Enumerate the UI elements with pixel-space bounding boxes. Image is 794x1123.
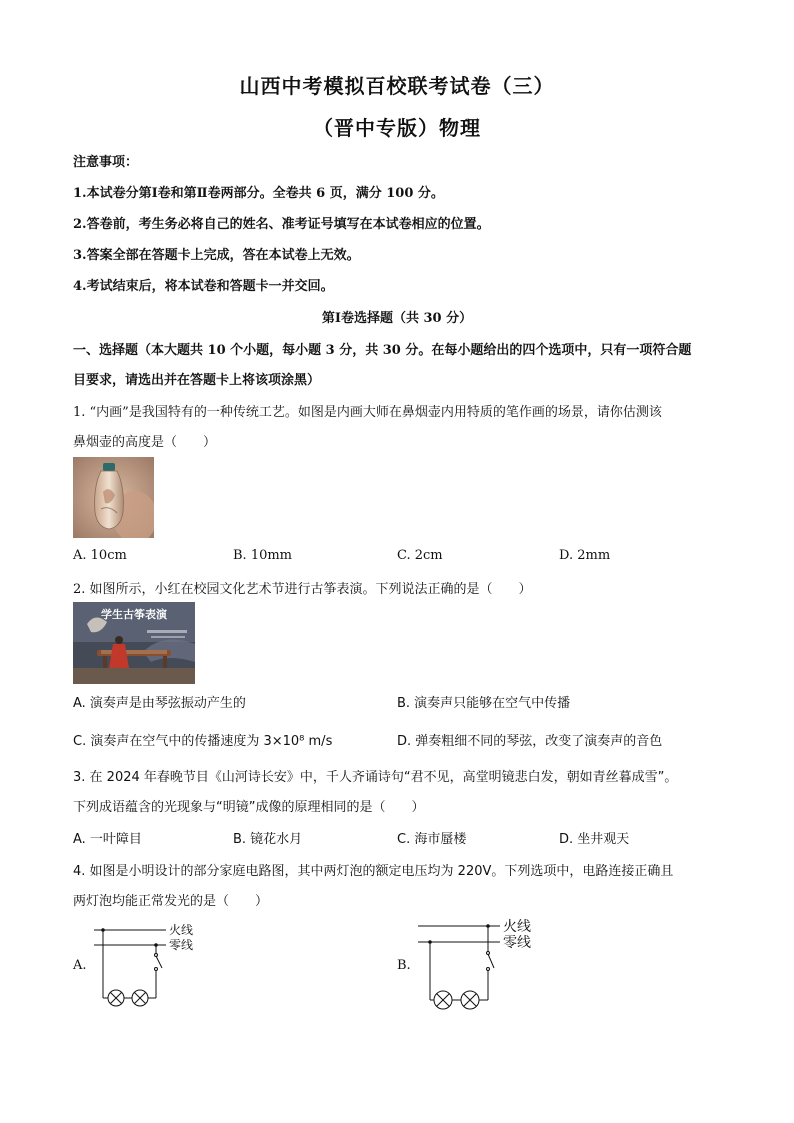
option-b: B.: [397, 958, 411, 973]
option-c: C. 2cm: [397, 548, 443, 563]
section-heading: 第Ⅰ卷选择题（共 30 分）: [321, 311, 473, 326]
question-1-stem: 鼻烟壶的高度是（ ）: [73, 435, 217, 450]
guzheng-photo: [73, 602, 195, 684]
note-item: 3.答案全部在答题卡上完成，答在本试卷上无效。: [73, 248, 360, 263]
question-4-stem: 4. 如图是小明设计的部分家庭电路图，其中两灯泡的额定电压均为 220V。下列选项中，电路连接正确且: [73, 864, 674, 879]
question-4-stem: 两灯泡均能正常发光的是（ ）: [73, 894, 269, 909]
bulb-icon: [132, 990, 148, 1006]
section-instruction: 一、选择题（本大题共 10 个小题，每小题 3 分，共 30 分。在每小题给出的四个选项中，只有一项符合题: [73, 343, 692, 358]
option-c: C. 海市蜃楼: [397, 832, 467, 847]
circuit-diagram-a: [88, 918, 218, 1018]
option-d: D. 弹奏粗细不同的琴弦，改变了演奏声的音色: [397, 734, 663, 749]
option-a: A. 一叶障目: [73, 832, 142, 847]
live-wire-label: 火线: [503, 919, 531, 935]
circuit-diagram-b: [414, 912, 554, 1022]
bulb-icon: [434, 991, 452, 1009]
option-a: A. 10cm: [73, 548, 127, 563]
neutral-wire-label: 零线: [503, 935, 531, 951]
question-3-stem: 下列成语蕴含的光现象与“明镜”成像的原理相同的是（ ）: [73, 800, 425, 815]
photo-banner-text: 学生古筝表演: [101, 608, 167, 621]
option-a: A.: [73, 958, 87, 973]
option-b: B. 演奏声只能够在空气中传播: [397, 696, 571, 711]
note-item: 4.考试结束后，将本试卷和答题卡一并交回。: [73, 279, 334, 294]
neutral-wire-label: 零线: [169, 938, 194, 952]
snuff-bottle-photo: [73, 457, 154, 538]
option-d: D. 坐井观天: [559, 832, 630, 847]
option-a: A. 演奏声是由琴弦振动产生的: [73, 696, 246, 711]
page-title: 山西中考模拟百校联考试卷（三）: [239, 74, 555, 98]
option-b: B. 镜花水月: [233, 832, 303, 847]
bulb-icon: [108, 990, 124, 1006]
question-2-stem: 2. 如图所示，小红在校园文化艺术节进行古筝表演。下列说法正确的是（ ）: [73, 582, 532, 597]
question-1-stem: 1. “内画”是我国特有的一种传统工艺。如图是内画大师在鼻烟壶内用特质的笔作画的场景，请你估测该: [73, 405, 662, 420]
note-item: 2.答卷前，考生务必将自己的姓名、准考证号填写在本试卷相应的位置。: [73, 217, 490, 232]
live-wire-label: 火线: [169, 923, 194, 937]
option-d: D. 2mm: [559, 548, 611, 563]
note-item: 1.本试卷分第Ⅰ卷和第Ⅱ卷两部分。全卷共 6 页，满分 100 分。: [73, 186, 444, 201]
notes-heading: 注意事项：: [73, 155, 139, 170]
option-c: C. 演奏声在空气中的传播速度为 3×10⁸ m/s: [73, 734, 333, 749]
page-subtitle: （晋中专版）物理: [313, 116, 481, 140]
question-3-stem: 3. 在 2024 年春晚节目《山河诗长安》中，千人齐诵诗句“君不见，高堂明镜悲白发，朝如青丝暮成雪”。: [73, 770, 678, 785]
option-b: B. 10mm: [233, 548, 293, 563]
section-instruction: 目要求，请选出并在答题卡上将该项涂黑）: [73, 373, 321, 388]
bulb-icon: [461, 991, 479, 1009]
